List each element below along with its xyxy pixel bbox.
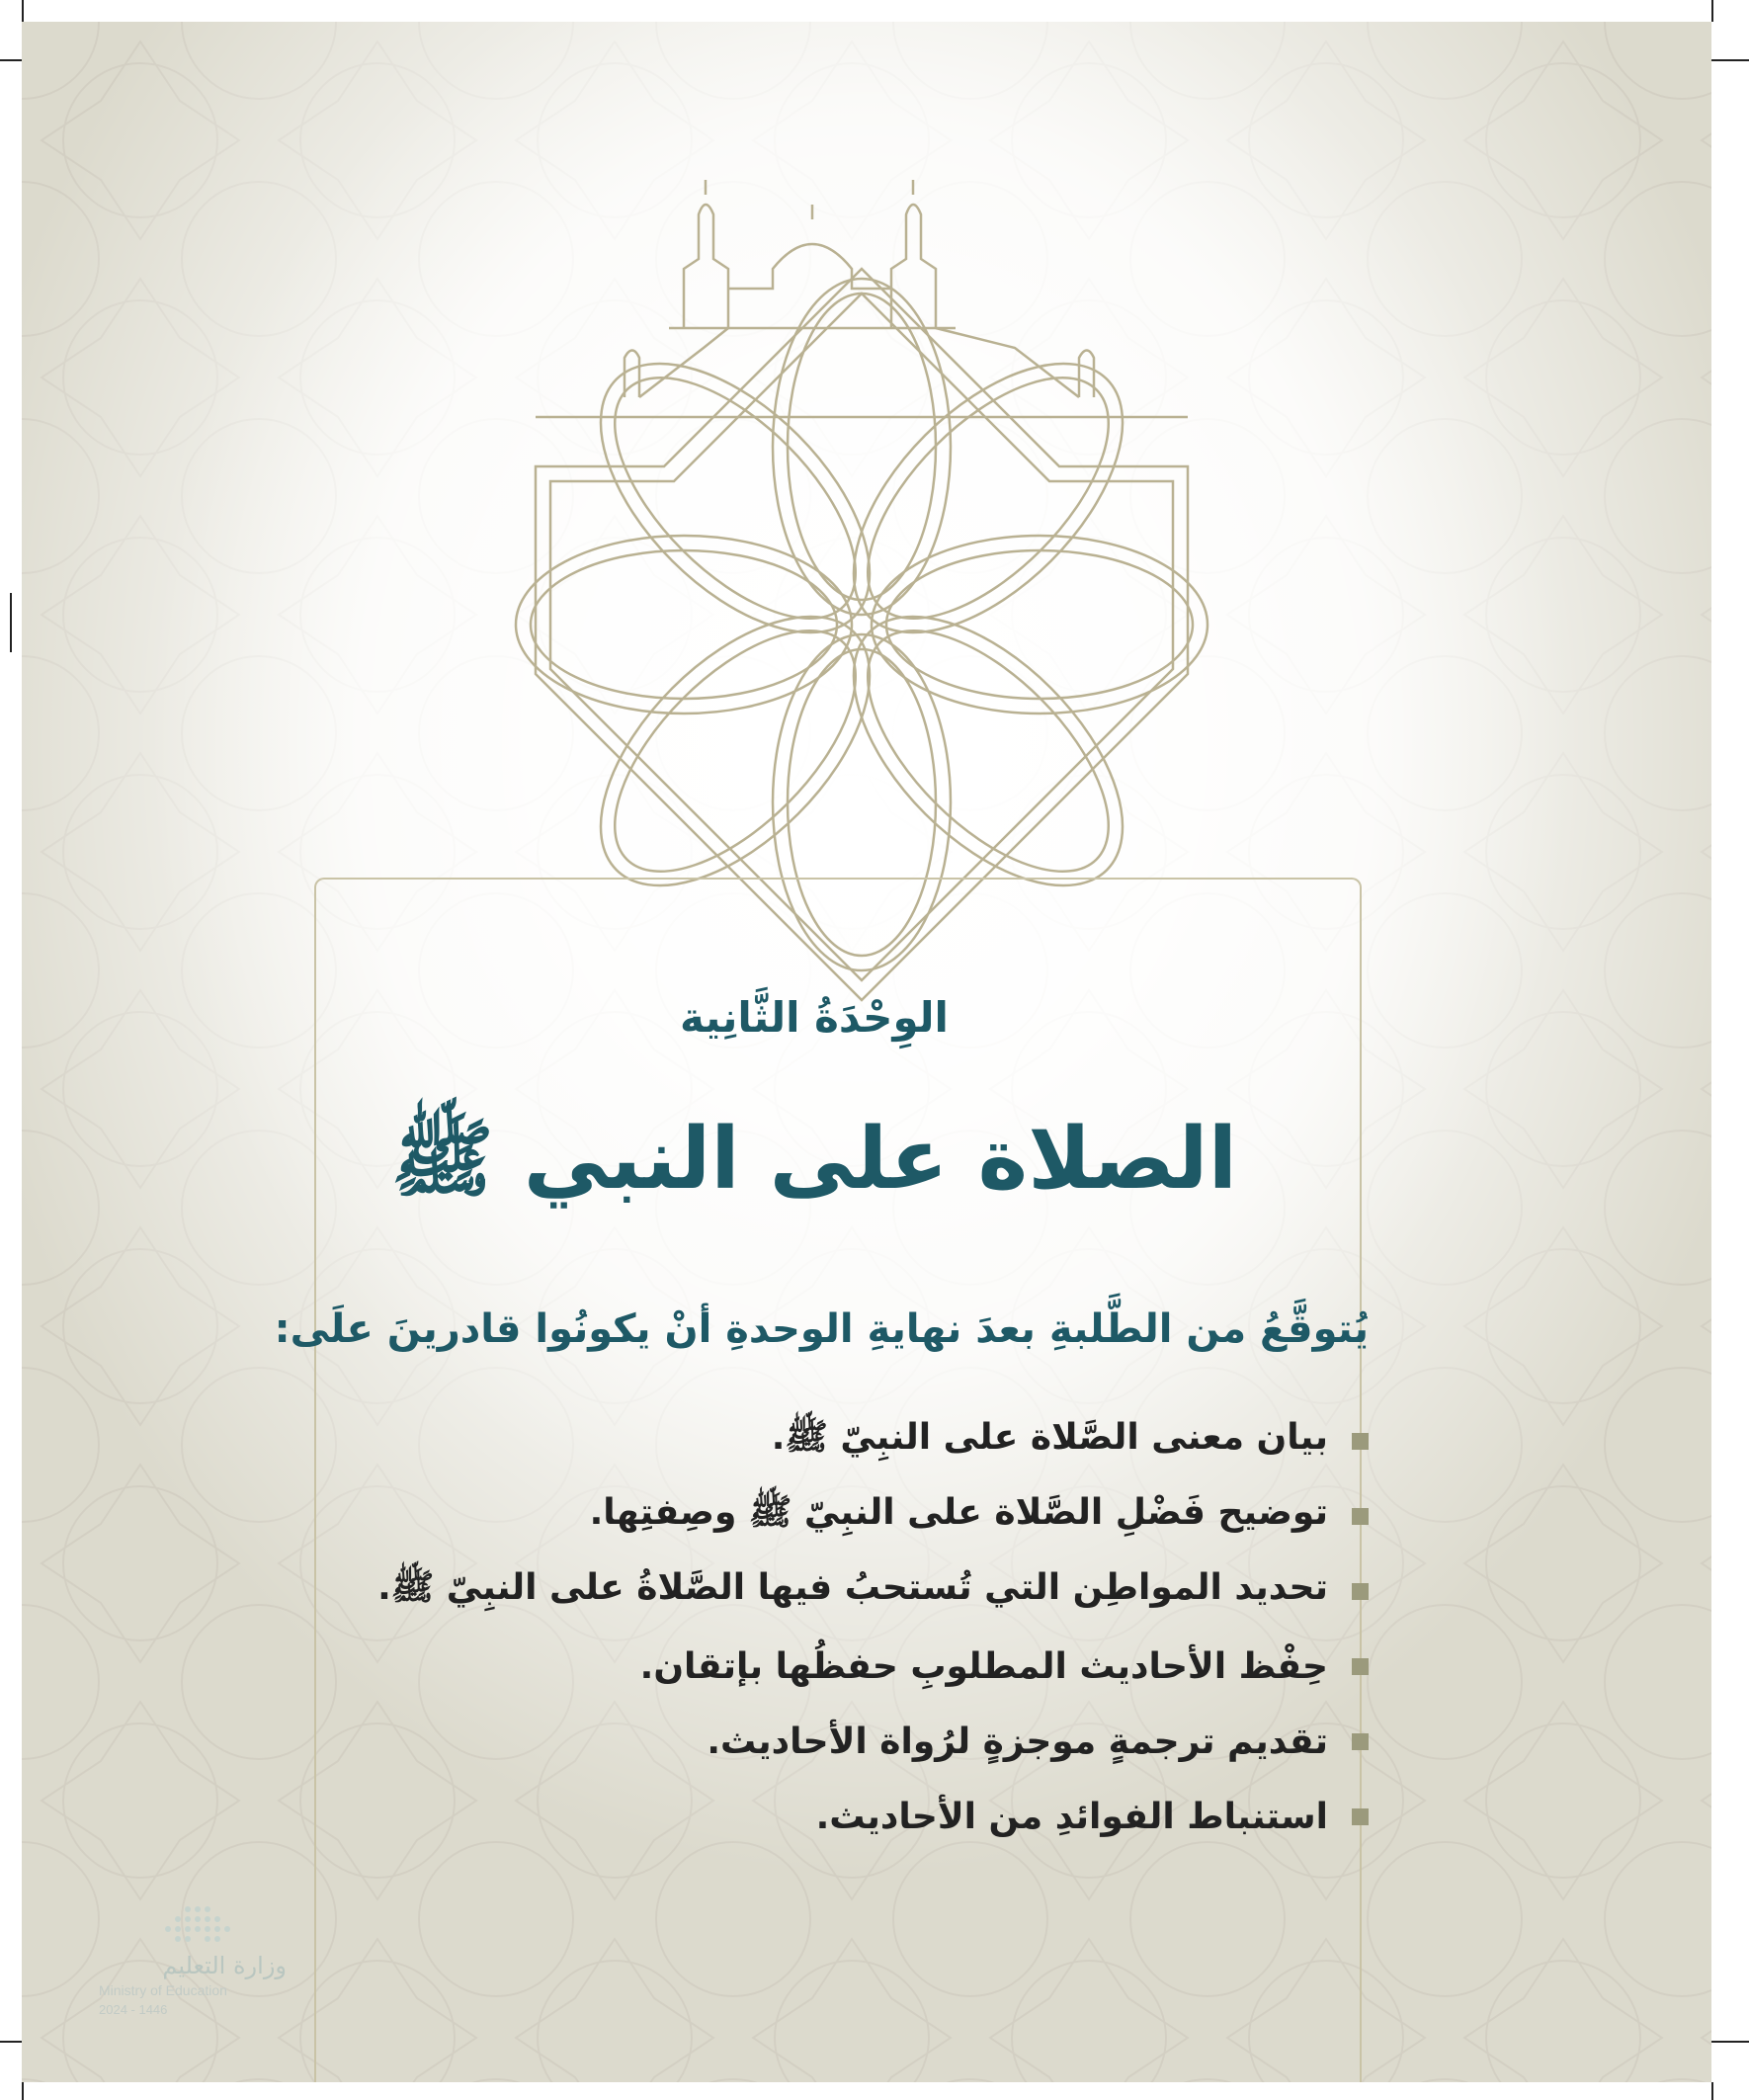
crop-mark [1711,2082,1713,2100]
ministry-name-en: Ministry of Education [99,1982,227,1998]
objectives-intro: يُتوقَّعُ من الطَّلبةِ بعدَ نهايةِ الوحدةِ أنْ يكونُوا قادرينَ علَى: [274,1306,1369,1352]
mosque-rosette-ornament [476,121,1247,1010]
crop-mark [1711,0,1713,22]
objective-item [377,1478,1369,1554]
objective-text: توضيح فَضْلِ الصَّلاة على النبِيّ ﷺ وصِفتِها. [589,1492,1328,1533]
objective-item [377,1704,1369,1779]
objectives-list [377,1403,1369,1854]
square-bullet-icon [1352,1808,1369,1825]
square-bullet-icon [1352,1583,1369,1600]
unit-title: الصلاة على النبي ﷺ [390,1110,1238,1209]
square-bullet-icon [1352,1508,1369,1525]
ministry-name-ar: وزارة التعليم [162,1952,287,1979]
objective-item [377,1779,1369,1854]
objective-item [377,1403,1369,1478]
objective-text: استنباط الفوائدِ من الأحاديث. [815,1796,1328,1837]
unit-label: الوِحْدَةُ الثَّانِية [680,993,949,1042]
ministry-year: 2024 - 1446 [99,2002,168,2017]
square-bullet-icon [1352,1733,1369,1750]
objective-text: تقديم ترجمةٍ موجزةٍ لرُواة الأحاديث. [707,1721,1328,1762]
square-bullet-icon [1352,1658,1369,1675]
objective-item [377,1629,1369,1704]
crop-mark [22,2082,24,2100]
crop-mark [22,0,24,22]
crop-mark [10,593,12,652]
objective-text: حِفْظ الأحاديث المطلوبِ حفظُها بإتقان. [639,1645,1328,1687]
square-bullet-icon [1352,1433,1369,1450]
objective-item [377,1554,1369,1629]
objective-text: بيان معنى الصَّلاة على النبِيّ ﷺ. [771,1417,1328,1458]
objective-text: تحديد المواطِن التي تُستحبُ فيها الصَّلاةُ على النبِيّ ﷺ. [377,1567,1328,1608]
